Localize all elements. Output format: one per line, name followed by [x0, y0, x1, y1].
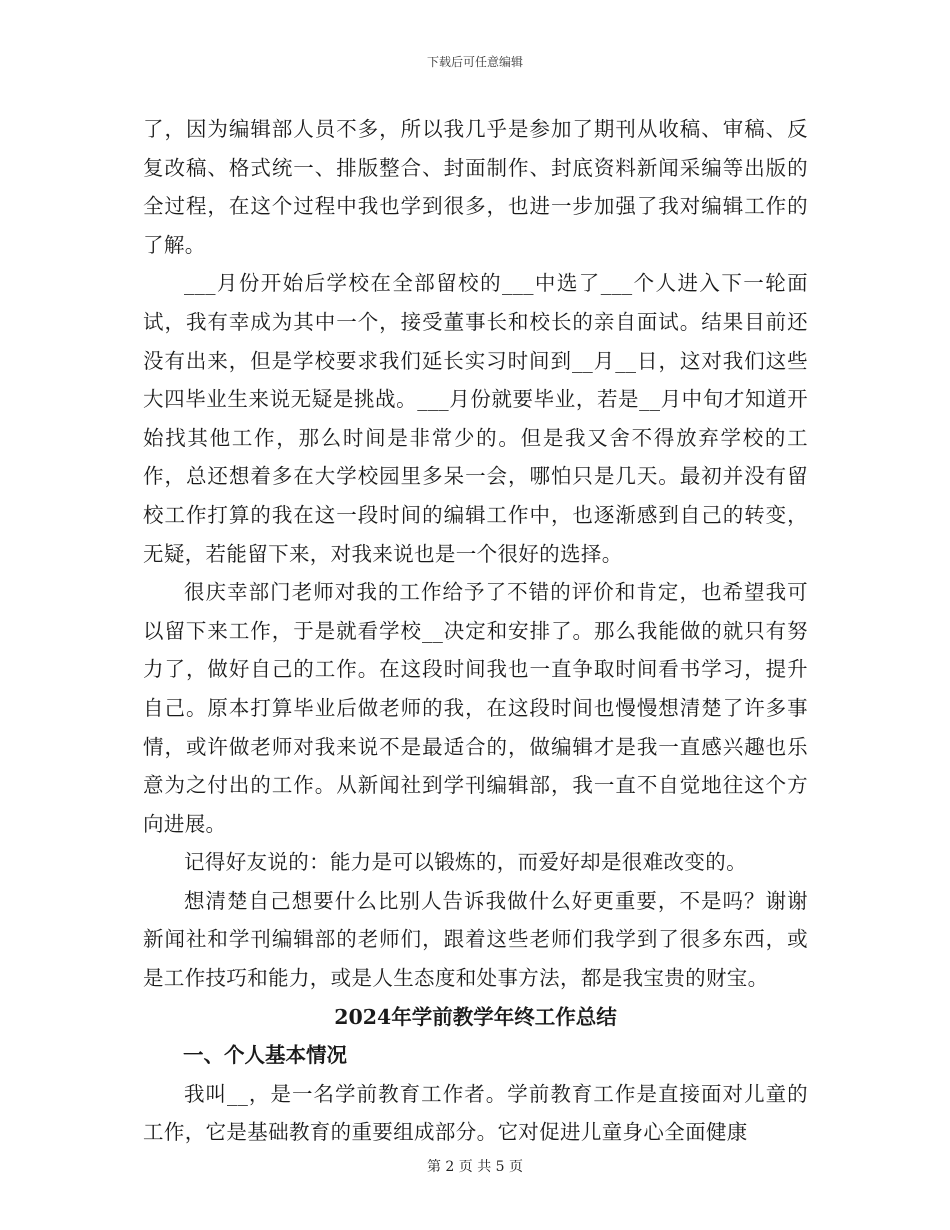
- document-title: 2024年学前教学年终工作总结: [334, 1004, 617, 1029]
- paragraph-interview: ___月份开始后学校在全部留校的___中选了___个人进入下一轮面试，我有幸成为其中一个，接受董事长和校长的亲自面试。结果目前还没有出来，但是学校要求我们延长实习时间到__月__日，这对我们这些大四毕业生来说无疑是挑战。___月份就要毕业，若是__月中旬才知道开始找其他工作，那么时间是非常少的。但是我又舍不得放弃学校的工作，总还想着多在大学校园里多呆一会，哪怕只是几天。最初并没有留校工作打算的我在这一段时间的编辑工作中，也逐渐感到自己的转变，无疑，若能留下来，对我来说也是一个很好的选择。: [143, 271, 808, 566]
- paragraph-friend-quote: 记得好友说的：能力是可以锻炼的，而爱好却是很难改变的。: [184, 850, 747, 875]
- header-note: 下载后可任意编辑: [426, 55, 523, 69]
- paragraph-continued: 了，因为编辑部人员不多，所以我几乎是参加了期刊从收稿、审稿、反复改稿、格式统一、排版整合、封面制作、封底资料新闻采编等出版的全过程，在这个过程中我也学到很多，也进一步加强了我对编辑工作的了解。: [143, 117, 808, 257]
- paragraph-thanks: 想清楚自己想要什么比别人告诉我做什么好更重要，不是吗？谢谢新闻社和学刊编辑部的老师们，跟着这些老师们我学到了很多东西，或是工作技巧和能力，或是人生态度和处事方法，都是我宝贵的财宝。: [143, 888, 808, 991]
- paragraph-personal-info: 我叫__，是一名学前教育工作者。学前教育工作是直接面对儿童的工作，它是基础教育的重要组成部分。它对促进儿童身心全面健康: [143, 1081, 808, 1145]
- document-body: [143, 110, 808, 1152]
- paragraph-department: 很庆幸部门老师对我的工作给予了不错的评价和肯定，也希望我可以留下来工作，于是就看学校__决定和安排了。那么我能做的就只有努力了，做好自己的工作。在这段时间我也一直争取时间看书学习，提升自己。原本打算毕业后做老师的我，在这段时间也慢慢想清楚了许多事情，或许做老师对我来说不是最适合的，做编辑才是我一直感兴趣也乐意为之付出的工作。从新闻社到学刊编辑部，我一直不自觉地往这个方向进展。: [143, 580, 808, 836]
- page-number: 第 2 页 共 5 页: [426, 1159, 524, 1175]
- section-heading: 一、个人基本情况: [183, 1043, 347, 1068]
